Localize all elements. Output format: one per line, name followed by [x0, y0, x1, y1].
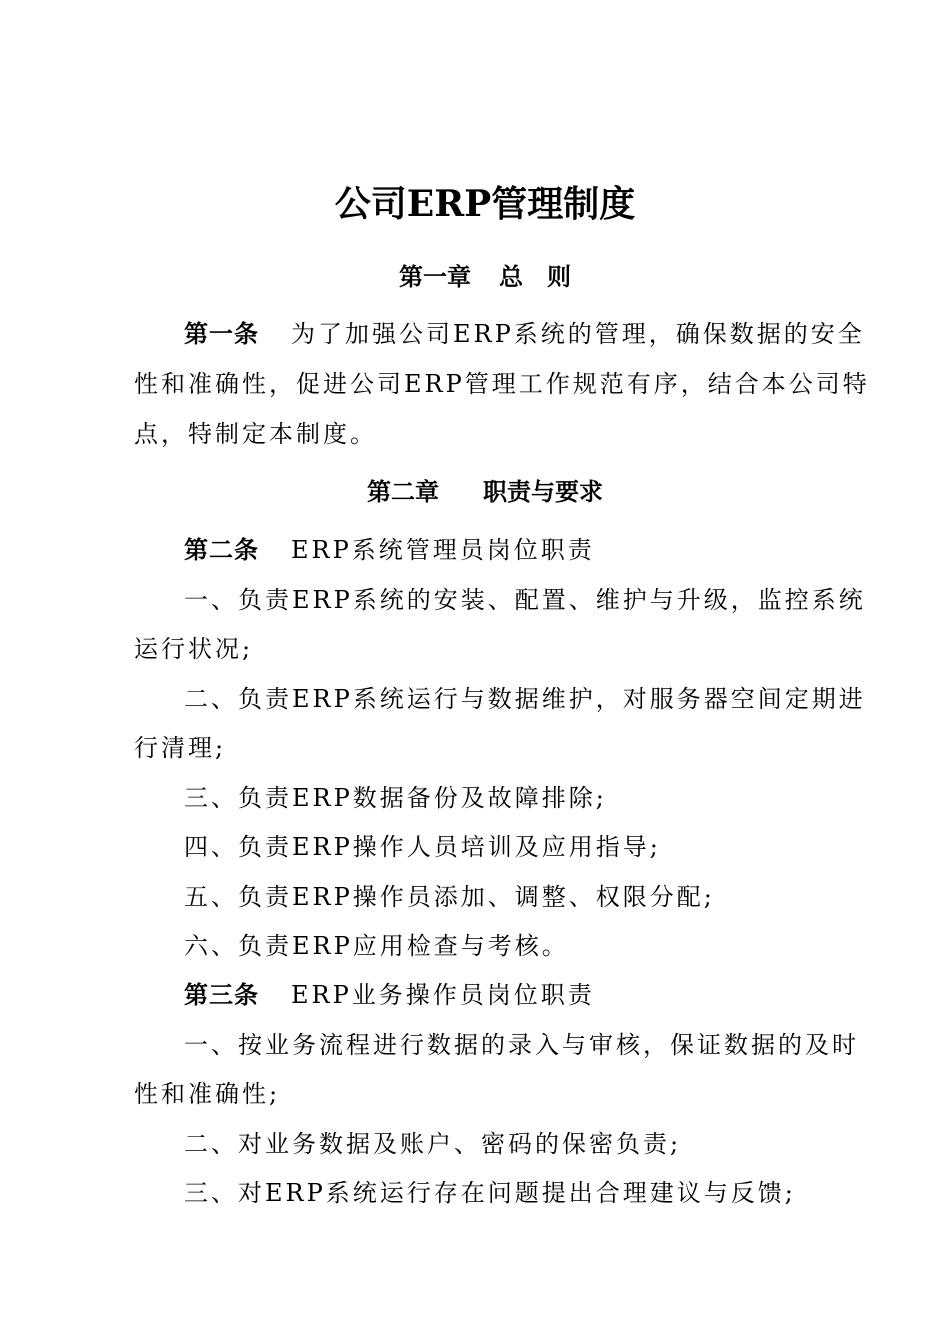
article-2-item-2-cont: 行清理;	[134, 734, 227, 762]
article-2-item-3: 三、负责ERP数据备份及故障排除;	[184, 784, 607, 812]
article-3-title: ERP业务操作员岗位职责	[291, 981, 595, 1009]
article-2-heading	[184, 530, 595, 565]
article-2-item-4: 四、负责ERP操作人员培训及应用指导;	[184, 833, 661, 861]
article-2-title: ERP系统管理员岗位职责	[291, 536, 595, 564]
article-3-item-1: 一、按业务流程进行数据的录入与审核，保证数据的及时	[184, 1031, 859, 1059]
article-2-item-1: 一、负责ERP系统的安装、配置、维护与升级，监控系统	[184, 586, 866, 614]
article-3-item-2: 二、对业务数据及账户、密码的保密负责;	[184, 1130, 682, 1158]
chapter-2-name: 职责与要求	[483, 477, 603, 506]
article-1-line-1	[184, 314, 865, 349]
chapter-2-heading	[0, 472, 950, 507]
article-2-item-5: 五、负责ERP操作员添加、调整、权限分配;	[184, 883, 715, 911]
document-title: 公司ERP管理制度	[334, 183, 636, 225]
article-3-item-3: 三、对ERP系统运行存在问题提出合理建议与反馈;	[184, 1179, 796, 1207]
article-2-label: 第二条	[184, 535, 259, 564]
chapter-1-heading	[0, 257, 950, 292]
article-1-line-2: 性和准确性，促进公司ERP管理工作规范有序，结合本公司特	[134, 370, 870, 398]
article-2-item-2: 二、负责ERP系统运行与数据维护，对服务器空间定期进	[184, 685, 866, 713]
chapter-1-name: 总 则	[499, 262, 571, 291]
article-3-item-1-cont: 性和准确性;	[134, 1080, 281, 1108]
article-1-label: 第一条	[184, 319, 259, 348]
article-2-item-6: 六、负责ERP应用检查与考核。	[184, 932, 569, 960]
article-2-item-1-cont: 运行状况;	[134, 635, 254, 663]
article-3-label: 第三条	[184, 980, 259, 1009]
article-1-text-1: 为了加强公司ERP系统的管理，确保数据的安全	[291, 320, 865, 348]
article-3-heading	[184, 975, 595, 1010]
chapter-1-number: 第一章	[399, 262, 471, 291]
article-1-line-3: 点，特制定本制度。	[134, 420, 377, 448]
chapter-2-number: 第二章	[367, 477, 439, 506]
